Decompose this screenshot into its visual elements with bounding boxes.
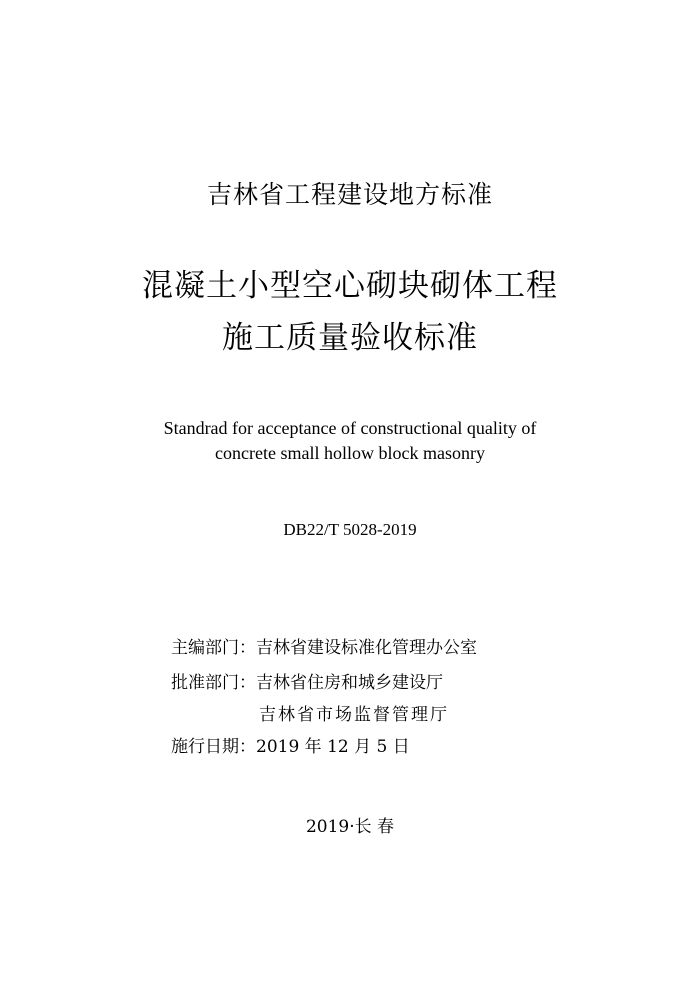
- place-year-footer: 2019·长 春: [305, 817, 395, 837]
- standard-number: DB22/T 5028-2019: [283, 520, 417, 539]
- main-title-line-2: 施工质量验收标准: [222, 320, 478, 356]
- compiled-by-line: 主编部门：吉林省建设标准化管理办公室: [171, 638, 477, 658]
- english-title-line-2: concrete small hollow block masonry: [215, 443, 485, 463]
- series-title: 吉林省工程建设地方标准: [206, 180, 493, 209]
- english-title-line-1: Standrad for acceptance of constructional quality of: [163, 418, 537, 438]
- main-title-line-1: 混凝土小型空心砌块砌体工程: [142, 268, 558, 304]
- approved-by-line-2: 吉林省市场监督管理厅: [259, 705, 449, 725]
- approved-by-line: 批准部门：吉林省住房和城乡建设厅: [171, 673, 443, 693]
- effective-date-line: 施行日期：2019 年 12 月 5 日: [171, 737, 410, 757]
